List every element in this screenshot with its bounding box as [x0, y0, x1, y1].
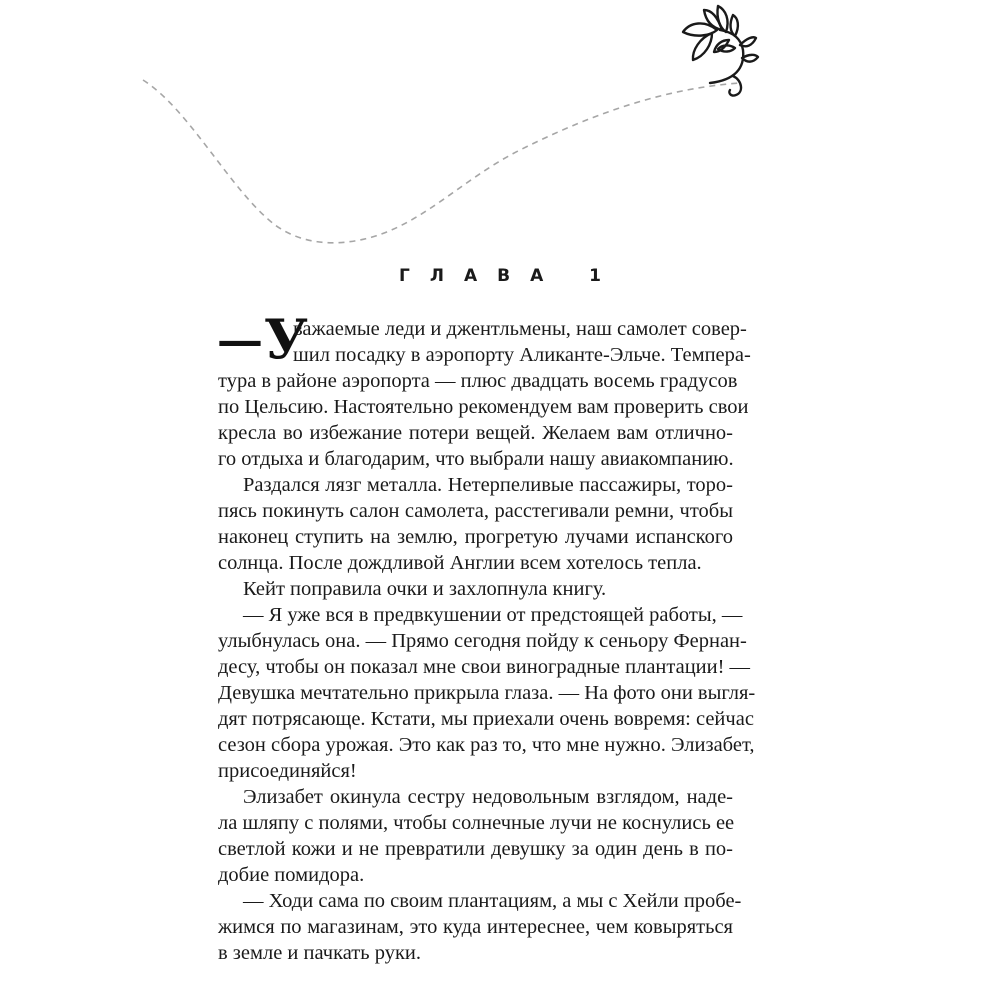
- text-line: улыбнулась она. — Прямо сегодня пойду к сеньору Фернан-: [218, 630, 747, 652]
- text-line: присоединяйся!: [218, 760, 357, 782]
- body-text: [218, 307, 756, 966]
- drop-cap-dash: —: [216, 315, 264, 366]
- drop-cap-letter: У: [264, 307, 308, 371]
- text-line: светлой кожи и не превратили девушку за один день в по-: [218, 838, 733, 860]
- leaf-sprig-icon: [0, 0, 1000, 260]
- text-line: тура в районе аэропорта — плюс двадцать восемь градусов: [218, 370, 738, 392]
- text-line: Раздался лязг металла. Нетерпеливые пассажиры, торо-: [243, 474, 733, 496]
- text-line: Элизабет окинула сестру недовольным взглядом, наде-: [243, 786, 733, 808]
- chapter-heading: ГЛАВА 1: [399, 266, 621, 286]
- text-line: — Ходи сама по своим плантациям, а мы с Хейли пробе-: [243, 890, 742, 912]
- text-line: добие помидора.: [218, 864, 365, 886]
- text-line: пясь покинуть салон самолета, расстегивали ремни, чтобы: [218, 500, 733, 522]
- text-line: жимся по магазинам, это куда интереснее, чем ковыряться: [218, 916, 733, 938]
- text-line: ла шляпу с полями, чтобы солнечные лучи не коснулись ее: [218, 812, 735, 834]
- text-line: Кейт поправила очки и захлопнула книгу.: [243, 578, 607, 600]
- text-line: сезон сбора урожая. Это как раз то, что мне нужно. Элизабет,: [218, 734, 755, 756]
- text-line: кресла во избежание потери вещей. Желаем вам отлично-: [218, 422, 733, 444]
- text-line: по Цельсию. Настоятельно рекомендуем вам проверить свои: [218, 396, 749, 418]
- text-line: Девушка мечтательно прикрыла глаза. — На фото они выгля-: [218, 682, 756, 704]
- text-line: в земле и пачкать руки.: [218, 942, 422, 964]
- text-line: дят потрясающе. Кстати, мы приехали очень вовремя: сейчас: [218, 708, 754, 730]
- text-line: го отдыха и благодарим, что выбрали нашу авиакомпанию.: [218, 448, 734, 470]
- text-line: — Я уже вся в предвкушении от предстоящей работы, —: [243, 604, 743, 626]
- text-line: солнца. После дождливой Англии всем хотелось тепла.: [218, 552, 702, 574]
- text-line: наконец ступить на землю, прогретую лучами испанского: [218, 526, 733, 548]
- text-line: важаемые леди и джентльмены, наш самолет совер-: [293, 318, 747, 340]
- text-line: десу, чтобы он показал мне свои виноградные плантации! —: [218, 656, 751, 678]
- text-line: шил посадку в аэропорту Аликанте-Эльче. Темпера-: [293, 344, 751, 366]
